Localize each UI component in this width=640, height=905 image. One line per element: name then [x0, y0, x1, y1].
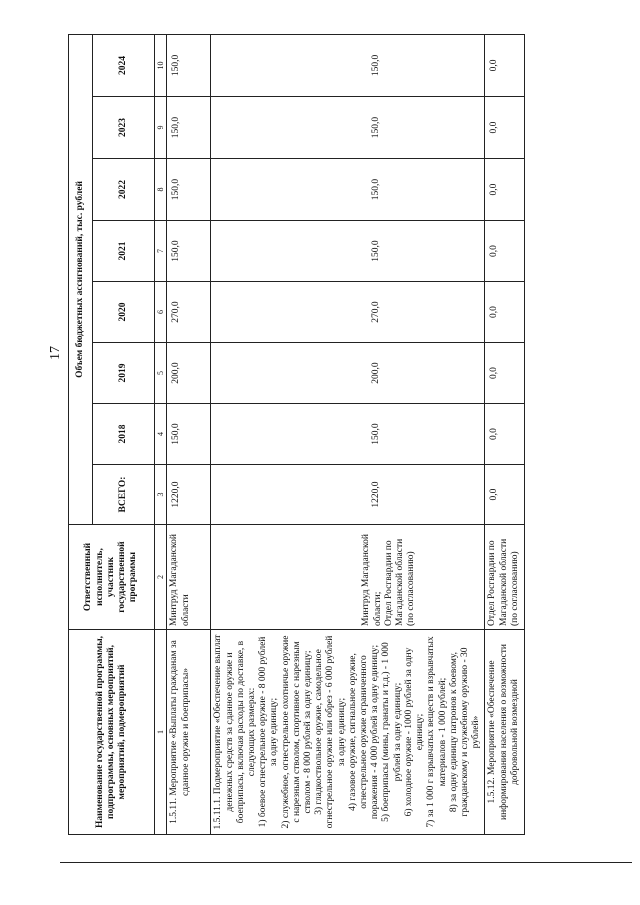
year-value: 150,0: [211, 159, 485, 221]
header-year: 2020: [93, 282, 155, 343]
year-value: 0,0: [485, 34, 525, 96]
header-budget-group: Объем бюджетных ассигнований, тыс. рублей: [69, 34, 93, 524]
executor-line: Минтруд Магаданской области;: [361, 534, 383, 626]
year-value: 150,0: [211, 34, 485, 96]
header-year: 2024: [93, 34, 155, 96]
column-number-row: [155, 34, 167, 834]
year-value: 0,0: [485, 404, 525, 465]
list-item: 4) газовое оружие, сигнальное оружие, огнестрельное оружие ограниченного поражения - 4 000 рублей за одну единицу;: [347, 644, 381, 820]
budget-table: [68, 34, 525, 835]
submeasure-name: 1.5.11.1. Подмероприятие «Обеспечение выплат денежных средств за сданное оружие и боеприпасы, включая расходы по доставке, в следующих размерах:: [213, 634, 258, 830]
header-total: ВСЕГО:: [93, 465, 155, 525]
total-cell: 1220,0: [167, 465, 211, 525]
header-year: 2023: [93, 97, 155, 159]
year-value: 0,0: [485, 159, 525, 221]
column-number: 5: [155, 343, 167, 404]
year-value: 200,0: [167, 343, 211, 404]
year-value: 150,0: [211, 221, 485, 282]
year-value: 150,0: [167, 159, 211, 221]
page-number: 17: [48, 346, 63, 360]
bottom-rule: [60, 862, 632, 863]
executor-line: Отдел Росгвардии по Магаданской области (по согласованию): [383, 538, 417, 626]
column-number: 4: [155, 404, 167, 465]
list-item: 6) холодное оружие - 1000 рублей за одну единицу;: [403, 647, 426, 817]
year-value: 270,0: [167, 282, 211, 343]
list-item: 8) за одну единицу патронов к боевому, гражданскому и служебному оружию - 30 рублей»: [448, 647, 482, 817]
year-value: 0,0: [485, 221, 525, 282]
header-year: 2022: [93, 159, 155, 221]
column-number: 7: [155, 221, 167, 282]
header-name: Наименование государственной программы, подпрограммы, основных мероприятий, мероприятий, подмероприятий: [69, 630, 155, 835]
table-row: [485, 34, 525, 834]
executor-line: Минтруд Магаданской области: [169, 534, 191, 626]
budget-table-rotated: [68, 35, 563, 835]
header-year: 2021: [93, 221, 155, 282]
year-value: 150,0: [167, 34, 211, 96]
header-year: 2018: [93, 404, 155, 465]
executor-cell: [167, 525, 211, 630]
column-number: 3: [155, 465, 167, 525]
executor-cell: [485, 525, 525, 630]
year-value: 0,0: [485, 343, 525, 404]
year-value: 150,0: [167, 221, 211, 282]
header-year: 2019: [93, 343, 155, 404]
year-value: 270,0: [211, 282, 485, 343]
measure-name: 1.5.11. Мероприятие «Выплаты гражданам за сданное оружие и боеприпасы»: [167, 630, 211, 835]
year-value: 0,0: [485, 282, 525, 343]
table-row: [211, 34, 485, 834]
year-value: 150,0: [211, 97, 485, 159]
year-value: 200,0: [211, 343, 485, 404]
list-item: 5) боеприпасы (мины, гранаты и т.д.) - 1 000 рублей за одну единицу;: [381, 642, 403, 822]
year-value: 150,0: [211, 404, 485, 465]
measure-name: 1.5.12. Мероприятие «Обеспечение информирования населения о возможности добровольной возмездной: [485, 630, 525, 835]
list-item: 3) гладкоствольное оружие, самодельное огнестрельное оружие или обрез - 6 000 рублей за одну единицу;: [314, 635, 347, 829]
column-number: 9: [155, 97, 167, 159]
total-cell: 0,0: [485, 465, 525, 525]
year-value: 150,0: [167, 404, 211, 465]
header-executor: Ответственный исполнитель, участник государственной программы: [69, 525, 155, 630]
year-value: 150,0: [167, 97, 211, 159]
list-item: 2) служебное, огнестрельное охотничье оружие с нарезным стволом, спортивное с нарезным стволом - 8 000 рублей за одну единицу;: [280, 635, 314, 829]
column-number: 6: [155, 282, 167, 343]
submeasure-cell: [211, 630, 485, 835]
table-row: [167, 34, 211, 834]
list-item: 7) за 1 000 г взрывчатых веществ и взрывчатых материалов - 1 000 рублей;: [426, 636, 448, 828]
column-number: 1: [155, 630, 167, 835]
column-number: 2: [155, 525, 167, 630]
executor-cell: [211, 525, 485, 630]
executor-line: Отдел Росгвардии по Магаданской области (по согласованию): [487, 538, 520, 626]
list-item: 1) боевое огнестрельное оружие - 8 000 рублей за одну единицу;: [258, 636, 280, 828]
year-value: 0,0: [485, 97, 525, 159]
total-cell: 1220,0: [211, 465, 485, 525]
column-number: 8: [155, 159, 167, 221]
column-number: 10: [155, 34, 167, 96]
